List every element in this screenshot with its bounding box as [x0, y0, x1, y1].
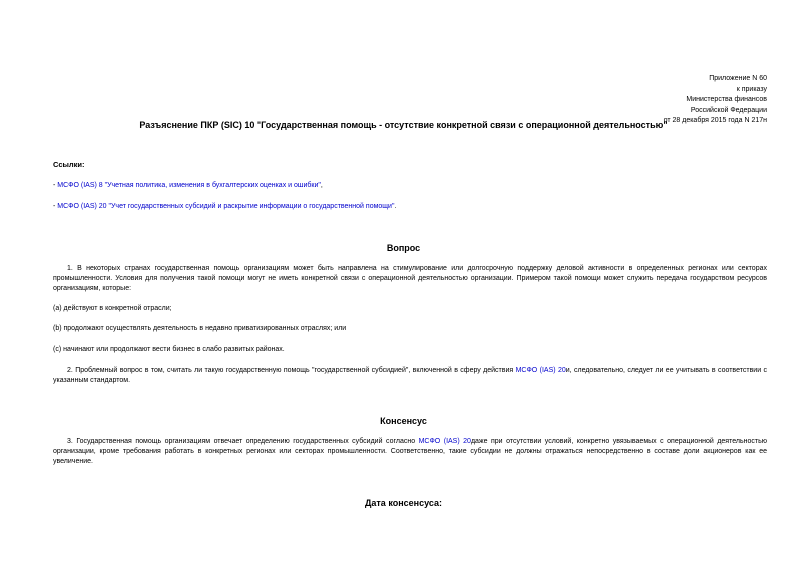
reference-prefix: -: [53, 203, 58, 210]
paragraph-3: [53, 437, 767, 467]
paragraph-2: [53, 366, 767, 386]
references-heading: Ссылки:: [53, 160, 85, 169]
order-reference-block: [664, 74, 767, 127]
paragraph-2-start: 2. Проблемный вопрос в том, считать ли такую государственную помощь "государственной субсидией", включенной в сферу действия: [67, 367, 516, 374]
paragraph-3-start: 3. Государственная помощь организациям отвечает определению государственных субсидий согласно: [67, 438, 419, 445]
ias20-link[interactable]: МСФО (IAS) 20 "Учет государственных субсидий и раскрытие информации о государственной помощи": [57, 203, 395, 210]
list-item-c: (c) начинают или продолжают вести бизнес в слабо развитых районах.: [53, 346, 285, 353]
question-heading: Вопрос: [386, 243, 421, 253]
reference-prefix: -: [53, 182, 58, 189]
ias8-link[interactable]: МСФО (IAS) 8 "Учетная политика, изменения в бухгалтерских оценках и ошибки": [57, 182, 321, 189]
paragraph-3-end: даже при отсутствии условий, конкретно увязываемых с операционной деятельностью организации, кроме требования работать в конкретных регионах или секторах промышленности. Соответственно, такие субсидии не должны отражаться непосредственно в составе доли акционеров как ее увеличение.: [53, 438, 767, 465]
reference-suffix: .: [394, 203, 397, 210]
paragraph-2-end: и, следовательно, следует ли ее учитывать в соответствии с указанным стандартом.: [53, 367, 767, 384]
document-title: Разъяснение ПКР (SIC) 10 "Государственная помощь - отсутствие конкретной связи с операционной деятельностью": [139, 120, 668, 130]
reference-item-ias8: [53, 182, 323, 189]
ias20-link-consensus[interactable]: МСФО (IAS) 20: [418, 438, 471, 445]
order-label: к приказу: [736, 85, 767, 93]
list-item-a: (a) действуют в конкретной отрасли;: [53, 305, 172, 312]
paragraph-1: 1. В некоторых странах государственная помощь организациям может быть направлена на стимулирование или долгосрочную поддержку деловой активности в определенных регионах или секторах промышленности. Условия для получения такой помощи могут не иметь конкретной связи с операционной деятельностью организации. Примером такой помощи может служить передача государством ресурсов организациям, которые:: [53, 265, 767, 292]
reference-suffix: ,: [320, 182, 323, 189]
order-date: от 28 декабря 2015 года N 217н: [663, 117, 767, 124]
appendix-number: Приложение N 60: [709, 75, 767, 82]
consensus-date-heading: Дата консенсуса:: [364, 498, 442, 508]
ias20-link-inline[interactable]: МСФО (IAS) 20: [515, 367, 566, 374]
ministry-name: Министерства финансов: [686, 96, 767, 103]
reference-item-ias20: [53, 203, 396, 210]
consensus-heading: Консенсус: [380, 416, 427, 426]
country-name: Российской Федерации: [690, 106, 767, 114]
list-item-b: (b) продолжают осуществлять деятельность в недавно приватизированных отраслях; или: [53, 325, 347, 332]
